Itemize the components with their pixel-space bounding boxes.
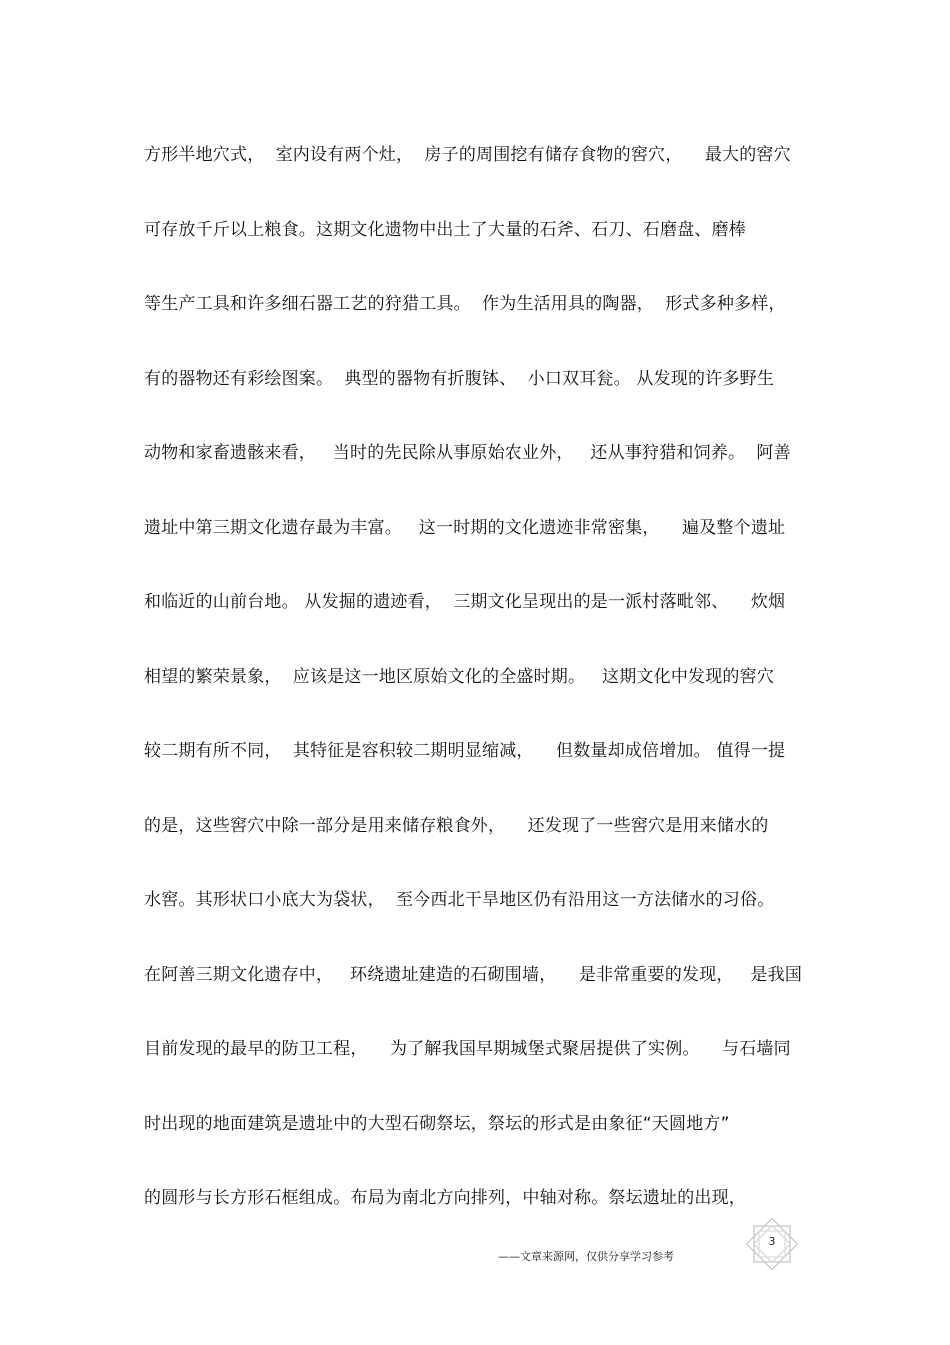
paragraph-line: 的圆形与长方形石框组成。布局为南北方向排列，中轴对称。祭坛遗址的出现， bbox=[144, 1188, 746, 1208]
paragraph-line: 方形半地穴式， 室内设有两个灶， 房子的周围挖有储存食物的窖穴， 最大的窖穴 bbox=[144, 145, 791, 165]
paragraph-line: 可存放千斤以上粮食。这期文化遗物中出土了大量的石斧、石刀、石磨盘、磨棒 bbox=[144, 220, 746, 240]
paragraph-line: 动物和家畜遗骸来看， 当时的先民除从事原始农业外， 还从事狩猎和饲养。 阿善 bbox=[144, 443, 791, 463]
footer-source-note: ——文章来源网，仅供分享学习参考 bbox=[498, 1250, 674, 1263]
paragraph-line: 和临近的山前台地。 从发掘的遗迹看， 三期文化呈现出的是一派村落毗邻、 炊烟 bbox=[144, 592, 786, 612]
paragraph-line: 在阿善三期文化遗存中， 环绕遗址建造的石砌围墙， 是非常重要的发现， 是我国 bbox=[144, 965, 803, 985]
paragraph-line: 相望的繁荣景象， 应该是这一地区原始文化的全盛时期。 这期文化中发现的窖穴 bbox=[144, 667, 775, 687]
paragraph-line: 等生产工具和许多细石器工艺的狩猎工具。 作为生活用具的陶器， 形式多种多样， bbox=[144, 294, 786, 314]
page-number-badge bbox=[746, 1218, 798, 1270]
paragraph-line: 遗址中第三期文化遗存最为丰富。 这一时期的文化遗迹非常密集， 遍及整个遗址 bbox=[144, 518, 786, 538]
paragraph-line: 目前发现的最早的防卫工程， 为了解我国早期城堡式聚居提供了实例。 与石墙同 bbox=[144, 1039, 791, 1059]
paragraph-line: 时出现的地面建筑是遗址中的大型石砌祭坛，祭坛的形式是由象征“天圆地方” bbox=[144, 1114, 730, 1134]
paragraph-line: 水窖。其形状口小底大为袋状， 至今西北干旱地区仍有沿用这一方法储水的习俗。 bbox=[144, 890, 775, 910]
paragraph-line: 较二期有所不同， 其特征是容积较二期明显缩减， 但数量却成倍增加。 值得一提 bbox=[144, 741, 786, 761]
paragraph-line: 有的器物还有彩绘图案。 典型的器物有折腹钵、 小口双耳瓮。 从发现的许多野生 bbox=[144, 369, 775, 389]
page-number: 3 bbox=[768, 1235, 776, 1248]
paragraph-line: 的是，这些窖穴中除一部分是用来储存粮食外， 还发现了一些窖穴是用来储水的 bbox=[144, 816, 769, 836]
